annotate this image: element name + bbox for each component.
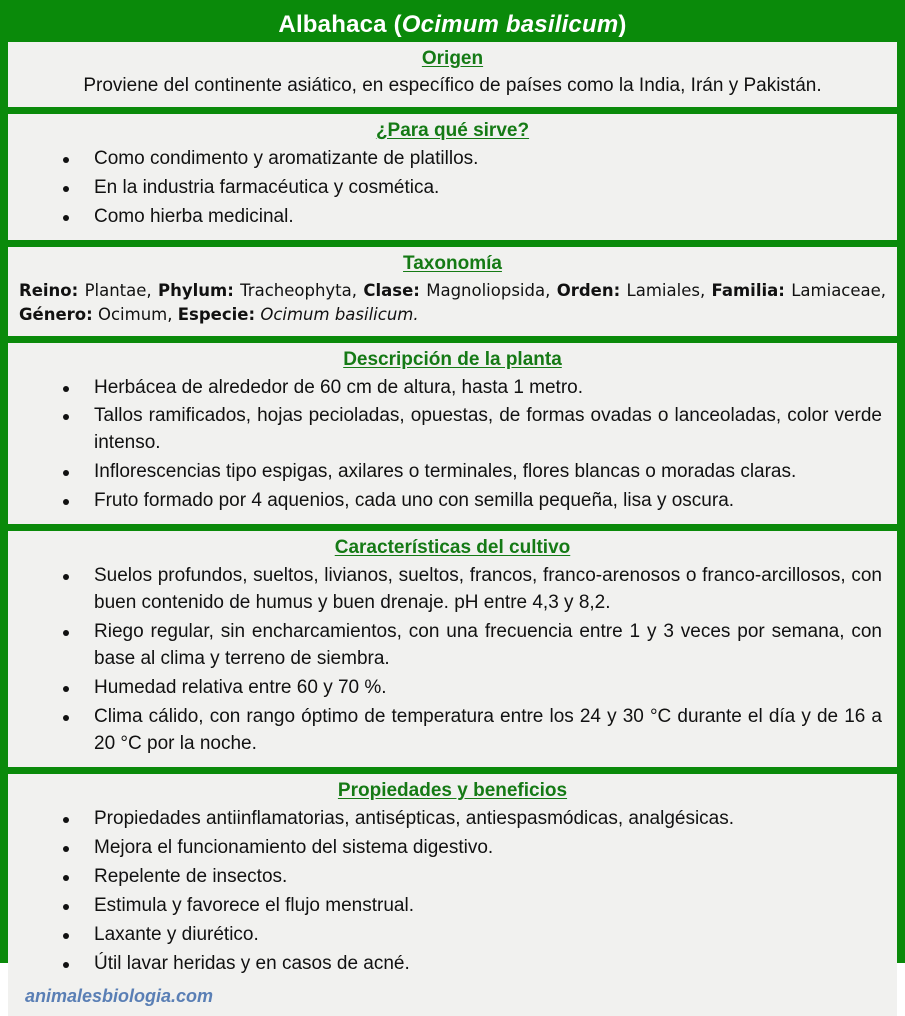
list-item: Suelos profundos, sueltos, livianos, sueltos, francos, franco-arenosos o franco-arcillosos, con buen contenido de humus y buen drenaje. pH entre 4,3 y 8,2.: [17, 563, 882, 617]
list-item: Como condimento y aromatizante de platillos.: [17, 146, 882, 173]
watermark-row: [17, 980, 888, 1009]
descripcion-list: [17, 375, 888, 516]
propiedades-list: [17, 806, 888, 980]
list-item: Estimula y favorece el flujo menstrual.: [17, 893, 882, 920]
taxonomy-rank-label-reino: Reino:: [19, 280, 79, 300]
title-close-paren: ): [618, 11, 627, 38]
cultivo-list: [17, 563, 888, 758]
section-para-que-sirve: [8, 107, 897, 240]
heading-cultivo: Características del cultivo: [334, 537, 571, 559]
list-item: Humedad relativa entre 60 y 70 %.: [17, 675, 882, 702]
list-item: Propiedades antiinflamatorias, antisépticas, antiespasmódicas, analgésicas.: [17, 806, 882, 833]
list-item: Útil lavar heridas y en casos de acné.: [17, 951, 882, 978]
taxonomy-rank-label-familia: Familia:: [711, 280, 785, 300]
heading-origen: Origen: [421, 48, 484, 69]
taxonomy-rank-label-genero: Género:: [19, 304, 93, 324]
list-item: Riego regular, sin encharcamientos, con una frecuencia entre 1 y 3 veces por semana, con base al clima y terreno de siembra.: [17, 619, 882, 673]
list-item: Clima cálido, con rango óptimo de temperatura entre los 24 y 30 °C durante el día y de 16 a 20 °C por la noche.: [17, 704, 882, 758]
taxonomy-rank-value-clase: Magnoliopsida,: [426, 280, 551, 300]
site-watermark: animalesbiologia.com: [25, 985, 214, 1006]
section-origen: [8, 42, 897, 107]
taxonomy-rank-label-orden: Orden:: [556, 280, 621, 300]
taxonomy-rank-label-especie: Especie:: [177, 304, 256, 324]
list-item: Mejora el funcionamiento del sistema digestivo.: [17, 835, 882, 862]
origen-paragraph: Proviene del continente asiático, en específico de países como la India, Irán y Pakistán.: [83, 75, 822, 96]
list-item: Como hierba medicinal.: [17, 204, 882, 231]
taxonomy-rank-value-genero: Ocimum,: [98, 304, 173, 324]
list-item: Fruto formado por 4 aquenios, cada uno con semilla pequeña, lisa y oscura.: [17, 488, 882, 515]
section-descripcion: [8, 336, 897, 525]
heading-descripcion: Descripción de la planta: [343, 348, 562, 370]
list-item: Laxante y diurético.: [17, 922, 882, 949]
taxonomy-rank-value-phylum: Tracheophyta,: [240, 280, 358, 300]
section-taxonomia: [8, 240, 897, 336]
list-item: Tallos ramificados, hojas pecioladas, opuestas, de formas ovadas o lanceoladas, color verde intenso.: [17, 403, 882, 457]
section-cultivo: [8, 524, 897, 767]
para-que-sirve-list: [17, 146, 888, 231]
card-title-bar: [8, 8, 897, 42]
taxonomy-rank-value-especie: Ocimum basilicum.: [260, 304, 419, 324]
heading-para-que-sirve: ¿Para qué sirve?: [375, 119, 530, 141]
taxonomy-rank-label-phylum: Phylum:: [158, 280, 234, 300]
list-item: Repelente de insectos.: [17, 864, 882, 891]
title-common-name: Albahaca (: [278, 11, 402, 38]
section-propiedades: [8, 767, 897, 1016]
heading-taxonomia: Taxonomía: [403, 252, 502, 274]
list-item: En la industria farmacéutica y cosmética.: [17, 175, 882, 202]
taxonomy-rank-label-clase: Clase:: [363, 280, 420, 300]
taxonomy-rank-value-familia: Lamiaceae,: [791, 280, 887, 300]
heading-propiedades: Propiedades y beneficios: [337, 780, 568, 802]
taxonomy-rank-value-orden: Lamiales,: [626, 280, 706, 300]
list-item: Inflorescencias tipo espigas, axilares o terminales, flores blancas o moradas claras.: [17, 459, 882, 486]
taxonomy-text: [17, 279, 888, 329]
title-scientific-name: Ocimum basilicum: [401, 11, 619, 38]
list-item: Herbácea de alrededor de 60 cm de altura, hasta 1 metro.: [17, 375, 882, 402]
taxonomy-rank-value-reino: Plantae,: [84, 280, 152, 300]
